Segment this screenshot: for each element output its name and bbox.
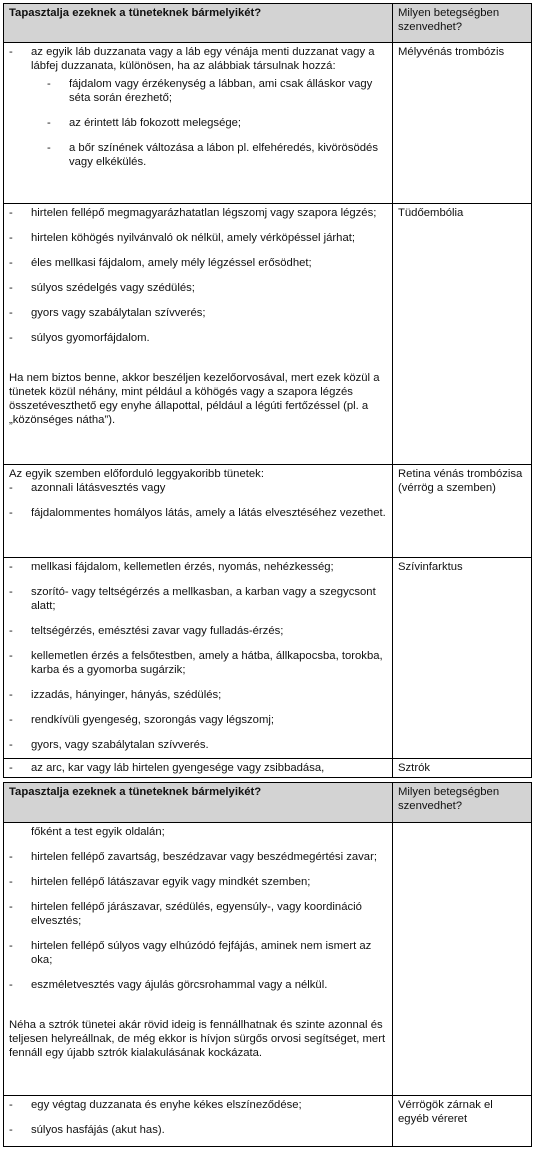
table-header-row bbox=[4, 4, 532, 43]
condition-mi: Szívinfarktus bbox=[393, 558, 532, 759]
symptoms-cell-stroke bbox=[4, 823, 393, 1096]
list-item: - szorító- vagy teltségérzés a mellkasban, a karban vagy a szegycsont alatt; bbox=[9, 586, 376, 612]
list-item: - kellemetlen érzés a felsőtestben, amely a hátba, állkapocsba, torokba, karba és a gyomorba sugárzik; bbox=[9, 650, 383, 676]
list-item: - súlyos hasfájás (akut has). bbox=[9, 1124, 165, 1136]
condition-clots: Vérrögök zárnak el egyéb véreret bbox=[393, 1096, 532, 1147]
list-item: - mellkasi fájdalom, kellemetlen érzés, nyomás, nehézkesség; bbox=[9, 561, 334, 573]
list-item: - rendkívüli gyengeség, szorongás vagy légszomj; bbox=[9, 714, 275, 726]
table-header-row-repeat bbox=[4, 783, 532, 823]
list-item: - egy végtag duzzanata és enyhe kékes elszíneződése; bbox=[9, 1099, 302, 1111]
symptoms-cell-retina bbox=[4, 465, 393, 558]
stroke-continuation: főként a test egyik oldalán; bbox=[31, 826, 165, 838]
sub-list-item: - az érintett láb fokozott melegsége; bbox=[47, 117, 242, 129]
symptoms-cell-mi bbox=[4, 558, 393, 759]
list-item: - hirtelen fellépő súlyos vagy elhúzódó fejfájás, aminek nem ismert az oka; bbox=[9, 940, 372, 966]
list-item: - súlyos gyomorfájdalom. bbox=[9, 332, 150, 344]
list-item: - éles mellkasi fájdalom, amely mély légzéssel erősödhet; bbox=[9, 257, 312, 269]
list-item: - gyors vagy szabálytalan szívverés; bbox=[9, 307, 206, 319]
pe-note: Ha nem biztos benne, akkor beszéljen kezelőorvosával, mert ezek közül a tünetek közül néhány, mint például a köhögés vagy a szapora légzés összetéveszthető egy enyhe állapottal, például a légúti fertőzéssel (pl. a „közönséges nátha”). bbox=[9, 372, 380, 426]
symptoms-cell-stroke-start bbox=[4, 759, 393, 778]
header-disease: Milyen betegségben szenvedhet? bbox=[393, 4, 532, 43]
table-row-retina bbox=[4, 465, 532, 558]
table-row-stroke-cont bbox=[4, 823, 532, 1096]
symptom-table-part-1 bbox=[3, 3, 532, 778]
table-row-dvt bbox=[4, 43, 532, 204]
table-row-clots bbox=[4, 1096, 532, 1147]
retina-intro: Az egyik szemben előforduló leggyakoribb tünetek: bbox=[9, 468, 264, 480]
list-item: - hirtelen fellépő zavartság, beszédzavar vagy beszédmegértési zavar; bbox=[9, 851, 377, 863]
header-disease-repeat: Milyen betegségben szenvedhet? bbox=[393, 783, 532, 823]
list-item: - eszméletvesztés vagy ájulás görcsrohammal vagy a nélkül. bbox=[9, 979, 328, 991]
symptoms-cell-dvt bbox=[4, 43, 393, 204]
list-item: - fájdalommentes homályos látás, amely a látás elvesztéséhez vezethet. bbox=[9, 507, 386, 519]
symptoms-cell-pe bbox=[4, 204, 393, 465]
list-item: - hirtelen fellépő megmagyarázhatatlan légszomj vagy szapora légzés; bbox=[9, 207, 377, 219]
header-symptoms-repeat: Tapasztalja ezeknek a tüneteknek bármelyikét? bbox=[4, 783, 393, 823]
table-row-mi bbox=[4, 558, 532, 759]
symptom-table-part-2 bbox=[3, 782, 532, 1147]
sub-list-item: - a bőr színének változása a lábon pl. elfehéredés, kivörösödés vagy elkékülés. bbox=[47, 142, 378, 168]
condition-pe: Tüdőembólia bbox=[393, 204, 532, 465]
condition-dvt: Mélyvénás trombózis bbox=[393, 43, 532, 204]
list-item: - teltségérzés, emésztési zavar vagy fulladás-érzés; bbox=[9, 625, 284, 637]
header-symptoms: Tapasztalja ezeknek a tüneteknek bármelyikét? bbox=[4, 4, 393, 43]
list-item: - az arc, kar vagy láb hirtelen gyengesége vagy zsibbadása, bbox=[9, 762, 325, 774]
list-item: - hirtelen fellépő látászavar egyik vagy mindkét szemben; bbox=[9, 876, 311, 888]
condition-stroke: Sztrók bbox=[393, 759, 532, 778]
list-item: - azonnali látásvesztés vagy bbox=[9, 482, 166, 494]
sub-list-item: - fájdalom vagy érzékenység a lábban, ami csak álláskor vagy séta során érezhető; bbox=[47, 78, 373, 104]
list-item: - az egyik láb duzzanata vagy a láb egy vénája menti duzzanat vagy a lábfej duzzanata, különösen, ha az alábbiak társulnak hozzá: bbox=[9, 46, 375, 72]
condition-stroke-cont-empty bbox=[393, 823, 532, 1096]
condition-retina: Retina vénás trombózisa (vérrög a szemben) bbox=[393, 465, 532, 558]
table-row-stroke-start bbox=[4, 759, 532, 778]
list-item: - gyors, vagy szabálytalan szívverés. bbox=[9, 739, 209, 751]
symptom-table-frame bbox=[3, 3, 530, 1147]
stroke-note: Néha a sztrók tünetei akár rövid ideig is fennállhatnak és szinte azonnal és teljesen helyreállnak, de még ekkor is hívjon sürgős orvosi segítséget, mert fennáll egy újabb sztrók kialakulásának kockázata. bbox=[9, 1019, 386, 1059]
table-row-pe bbox=[4, 204, 532, 465]
list-item: - hirtelen fellépő járászavar, szédülés, egyensúly-, vagy koordináció elvesztés; bbox=[9, 901, 362, 927]
list-item: - izzadás, hányinger, hányás, szédülés; bbox=[9, 689, 222, 701]
list-item: - hirtelen köhögés nyilvánvaló ok nélkül, amely vérköpéssel járhat; bbox=[9, 232, 356, 244]
symptoms-cell-clots bbox=[4, 1096, 393, 1147]
list-item: - súlyos szédelgés vagy szédülés; bbox=[9, 282, 195, 294]
